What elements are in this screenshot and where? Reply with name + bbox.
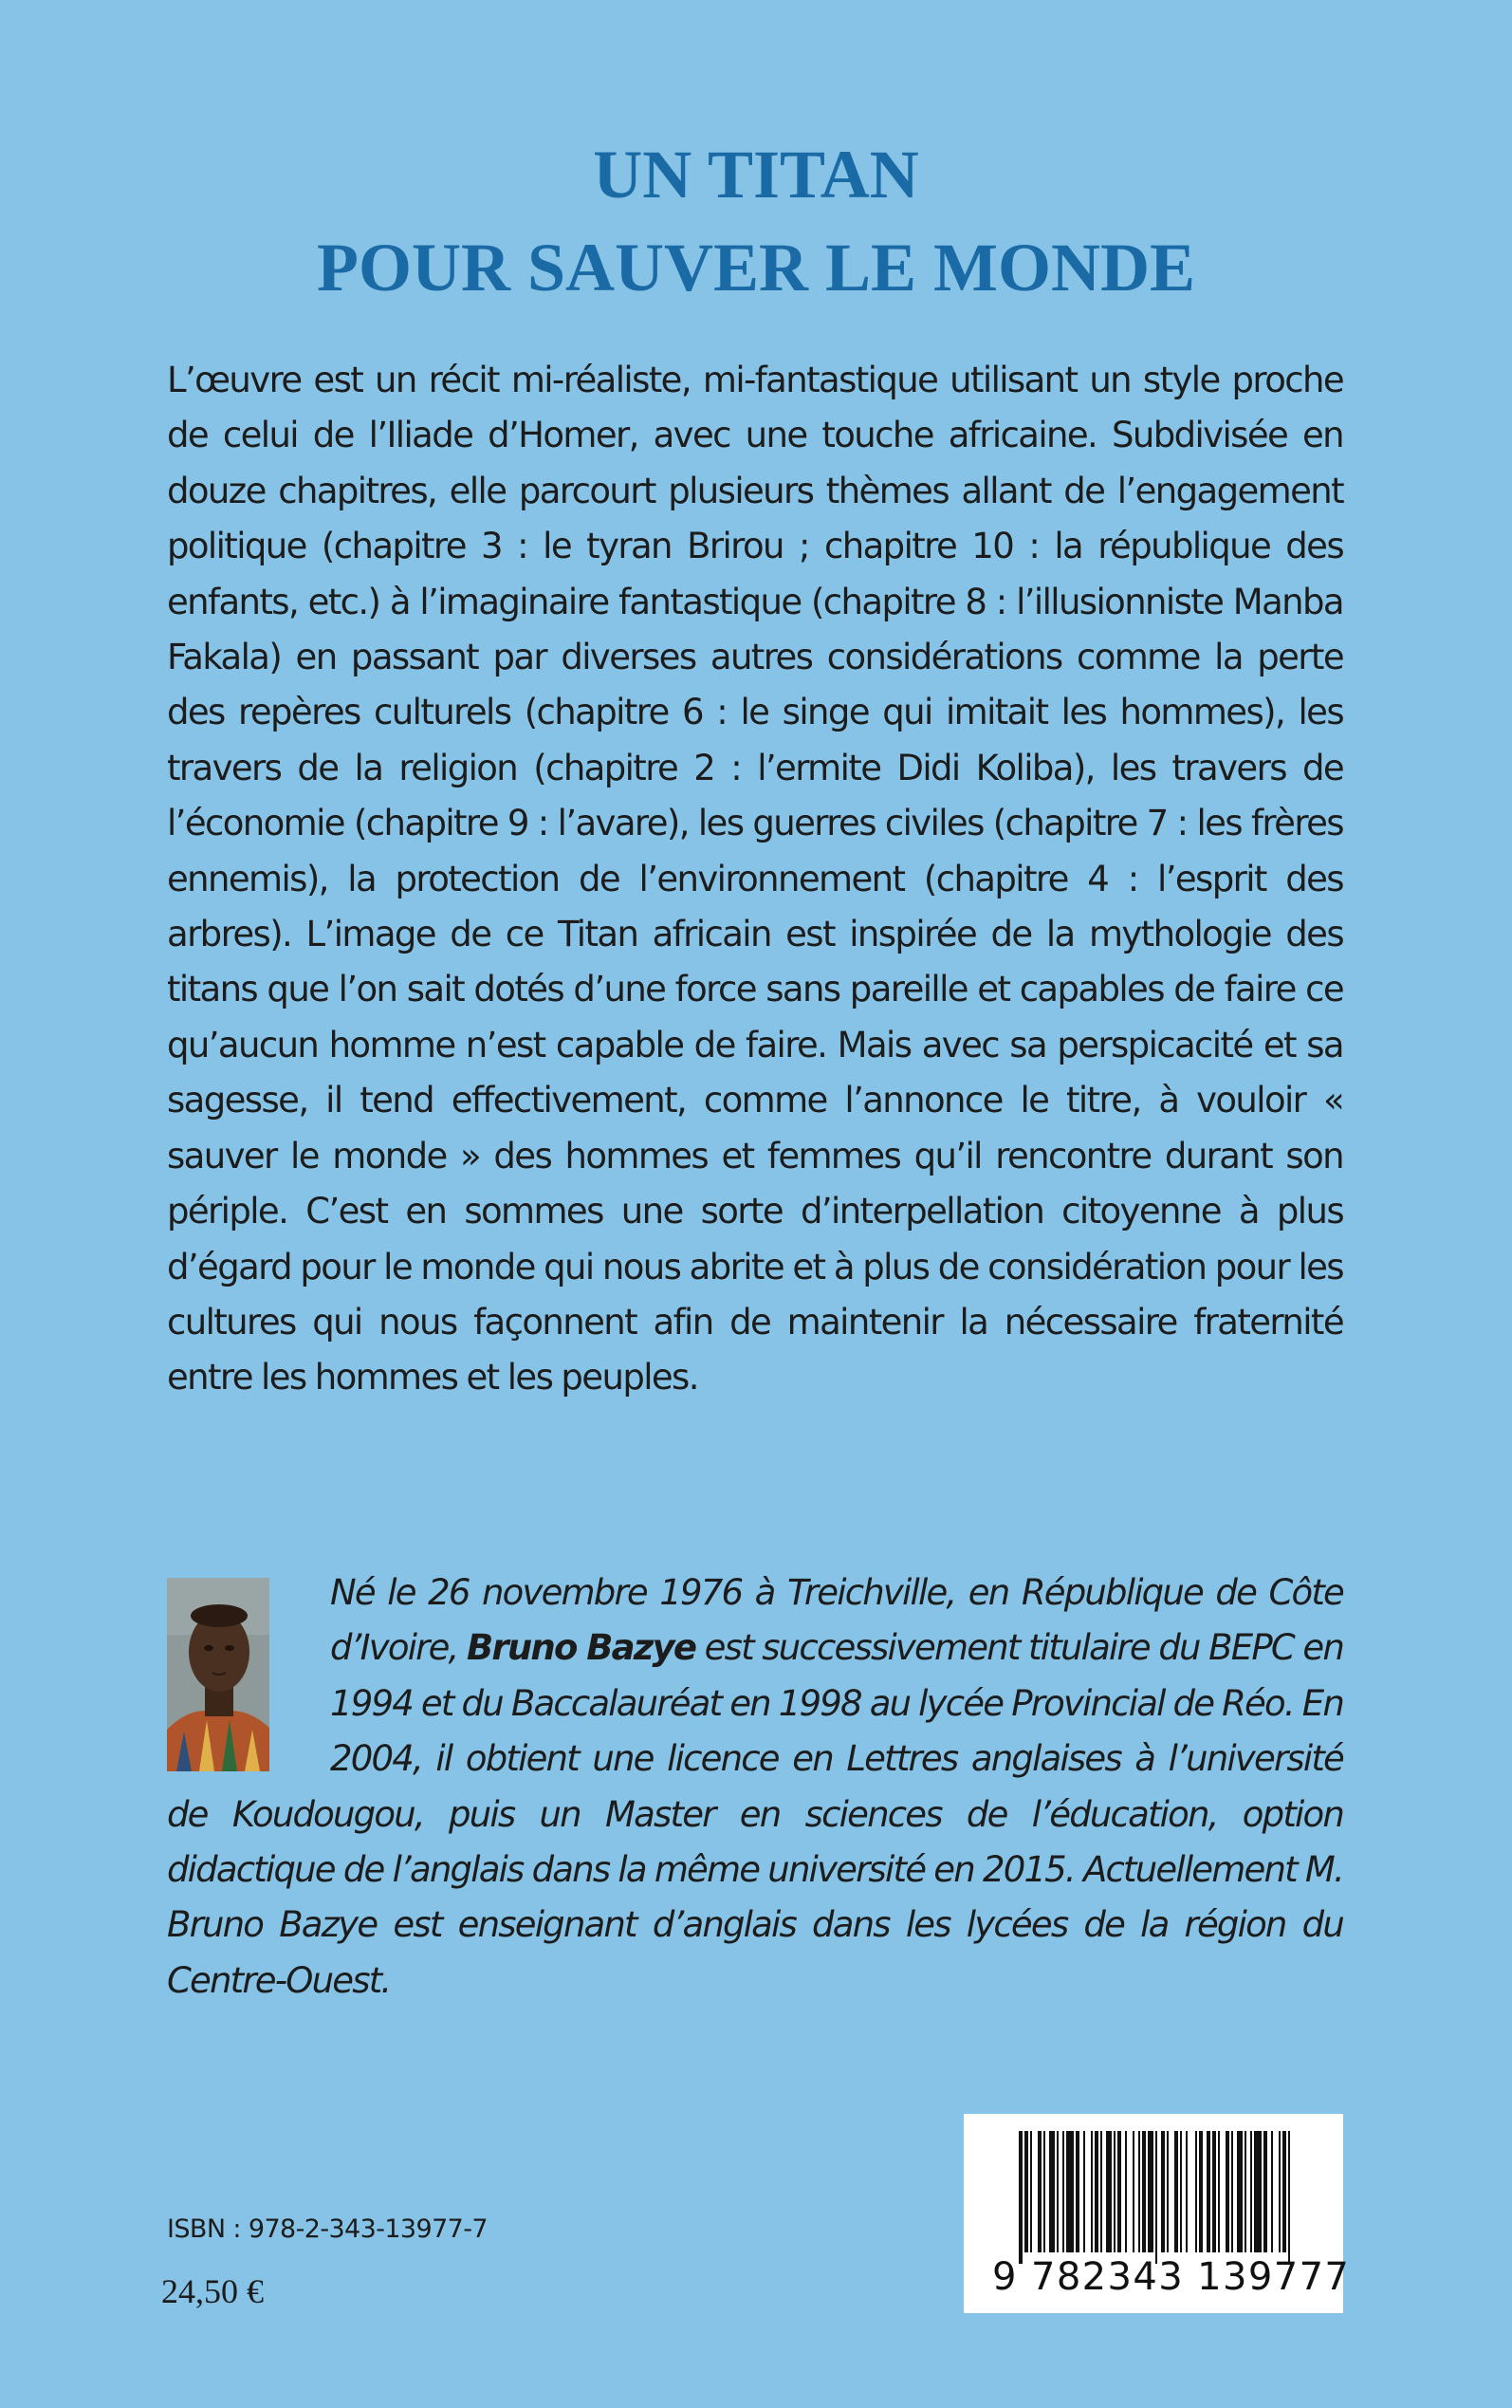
price: 24,50 € xyxy=(161,2272,264,2310)
barcode-bar xyxy=(1250,2131,1252,2252)
barcode-bar xyxy=(1066,2131,1074,2252)
barcode-bar xyxy=(1271,2131,1273,2252)
barcode-bar xyxy=(1282,2131,1286,2252)
barcode-bar xyxy=(1180,2131,1182,2252)
barcode-bar xyxy=(1174,2131,1178,2252)
barcode-bar xyxy=(1195,2131,1197,2252)
barcode-bar xyxy=(1106,2131,1112,2252)
barcode-bar xyxy=(1138,2131,1140,2252)
barcode-bar xyxy=(1019,2131,1023,2264)
barcode-bar xyxy=(1062,2131,1064,2252)
barcode-bar xyxy=(1076,2131,1079,2252)
barcode-bar xyxy=(1091,2131,1093,2252)
barcode-digits: 9 782343 139777 xyxy=(992,2255,1351,2299)
barcode-bar xyxy=(1167,2131,1169,2252)
title-line-2: POUR SAUVER LE MONDE xyxy=(316,230,1196,306)
bio-details: est successivement titulaire du BEPC en 1994 et du Baccalauréat en 1998 au lycée Provincial de Réo. En 2004, il obtient une licence en Lettres anglaises à l’université de Koudougou, puis un Master en sciences de l’éducation, option didactique de l’anglais dans la même université en 2015. Actuellement M. Bruno Bazye est enseignant d’anglais dans les lycées de la région du Centre-Ouest. xyxy=(167,1627,1343,2001)
barcode-bar xyxy=(1161,2131,1165,2252)
barcode-bar xyxy=(1038,2131,1042,2252)
barcode-bar xyxy=(1043,2131,1045,2252)
barcode-bar xyxy=(1199,2131,1203,2252)
barcode-bar xyxy=(1237,2131,1243,2252)
author-biography xyxy=(167,1565,1343,2009)
barcode-bar xyxy=(1155,2131,1157,2264)
barcode-bar xyxy=(1049,2131,1055,2252)
barcode-bar xyxy=(1030,2131,1032,2252)
barcode-bar xyxy=(1133,2131,1134,2252)
barcode-bar xyxy=(1279,2131,1281,2252)
isbn: ISBN : 978-2-343-13977-7 xyxy=(167,2214,488,2244)
barcode-bar xyxy=(1263,2131,1267,2252)
barcode-bar xyxy=(1095,2131,1098,2252)
title-line-1: UN TITAN xyxy=(593,137,919,213)
barcode-bar xyxy=(1114,2131,1116,2252)
barcode-bar xyxy=(1231,2131,1233,2252)
barcode-bar xyxy=(1148,2131,1153,2252)
barcode-bar xyxy=(1057,2131,1059,2252)
barcode-bar xyxy=(1083,2131,1085,2252)
barcode-bars xyxy=(1019,2131,1294,2264)
barcode-bar xyxy=(1245,2131,1246,2252)
barcode-bar xyxy=(1142,2131,1146,2252)
barcode-bar xyxy=(1024,2131,1028,2252)
barcode-bar xyxy=(1212,2131,1216,2252)
barcode-bar xyxy=(1186,2131,1188,2252)
barcode-bar xyxy=(1254,2131,1262,2252)
barcode xyxy=(964,2114,1351,2313)
barcode-bar xyxy=(1100,2131,1102,2252)
barcode-bar xyxy=(1226,2131,1229,2252)
barcode-bar xyxy=(1207,2131,1210,2252)
barcode-bar xyxy=(1288,2131,1290,2264)
barcode-bar xyxy=(1218,2131,1220,2252)
author-name: Bruno Bazye xyxy=(467,1627,696,1669)
book-summary: L’œuvre est un récit mi-réaliste, mi-fantastique utilisant un style proche de celui de l’Iliade d’Homer, avec une touche africaine. Subdivisée en douze chapitres, elle parcourt plusieurs thèmes allant de l’engagement politique (chapitre 3 : le tyran Brirou ; chapitre 10 : la république des enfants, etc.) à l’imaginaire fantastique (chapitre 8 : l’illusionniste Manba Fakala) en passant par diverses autres considérations comme la perte des repères culturels (chapitre 6 : le singe qui imitait les hommes), les travers de la religion (chapitre 2 : l’ermite Didi Koliba), les travers de l’économie (chapitre 9 : l’avare), les guerres civiles (chapitre 7 : les frères ennemis), la protection de l’environnement (chapitre 4 : l’esprit des arbres). L’image de ce Titan africain est inspirée de la mythologie des titans que l’on sait dotés d’une force sans pareille et capables de faire ce qu’aucun homme n’est capable de faire. Mais avec sa perspicacité et sa sagesse, il tend effectivement, comme l’annonce le titre, à vouloir « sauver le monde » des hommes et femmes qu’il rencontre durant son périple. C’est en sommes une sorte d’interpellation citoyenne à plus d’égard pour le monde qui nous abrite et à plus de considération pour les cultures qui nous façonnent afin de maintenir la nécessaire fraternité entre les hommes et les peuples. xyxy=(167,360,1343,1398)
barcode-bar xyxy=(1117,2131,1121,2252)
barcode-bar xyxy=(1125,2131,1127,2252)
bio-intro: Né le 26 novembre 1976 à Treichville, en République de Côte d’Ivoire, xyxy=(330,1572,1343,1669)
